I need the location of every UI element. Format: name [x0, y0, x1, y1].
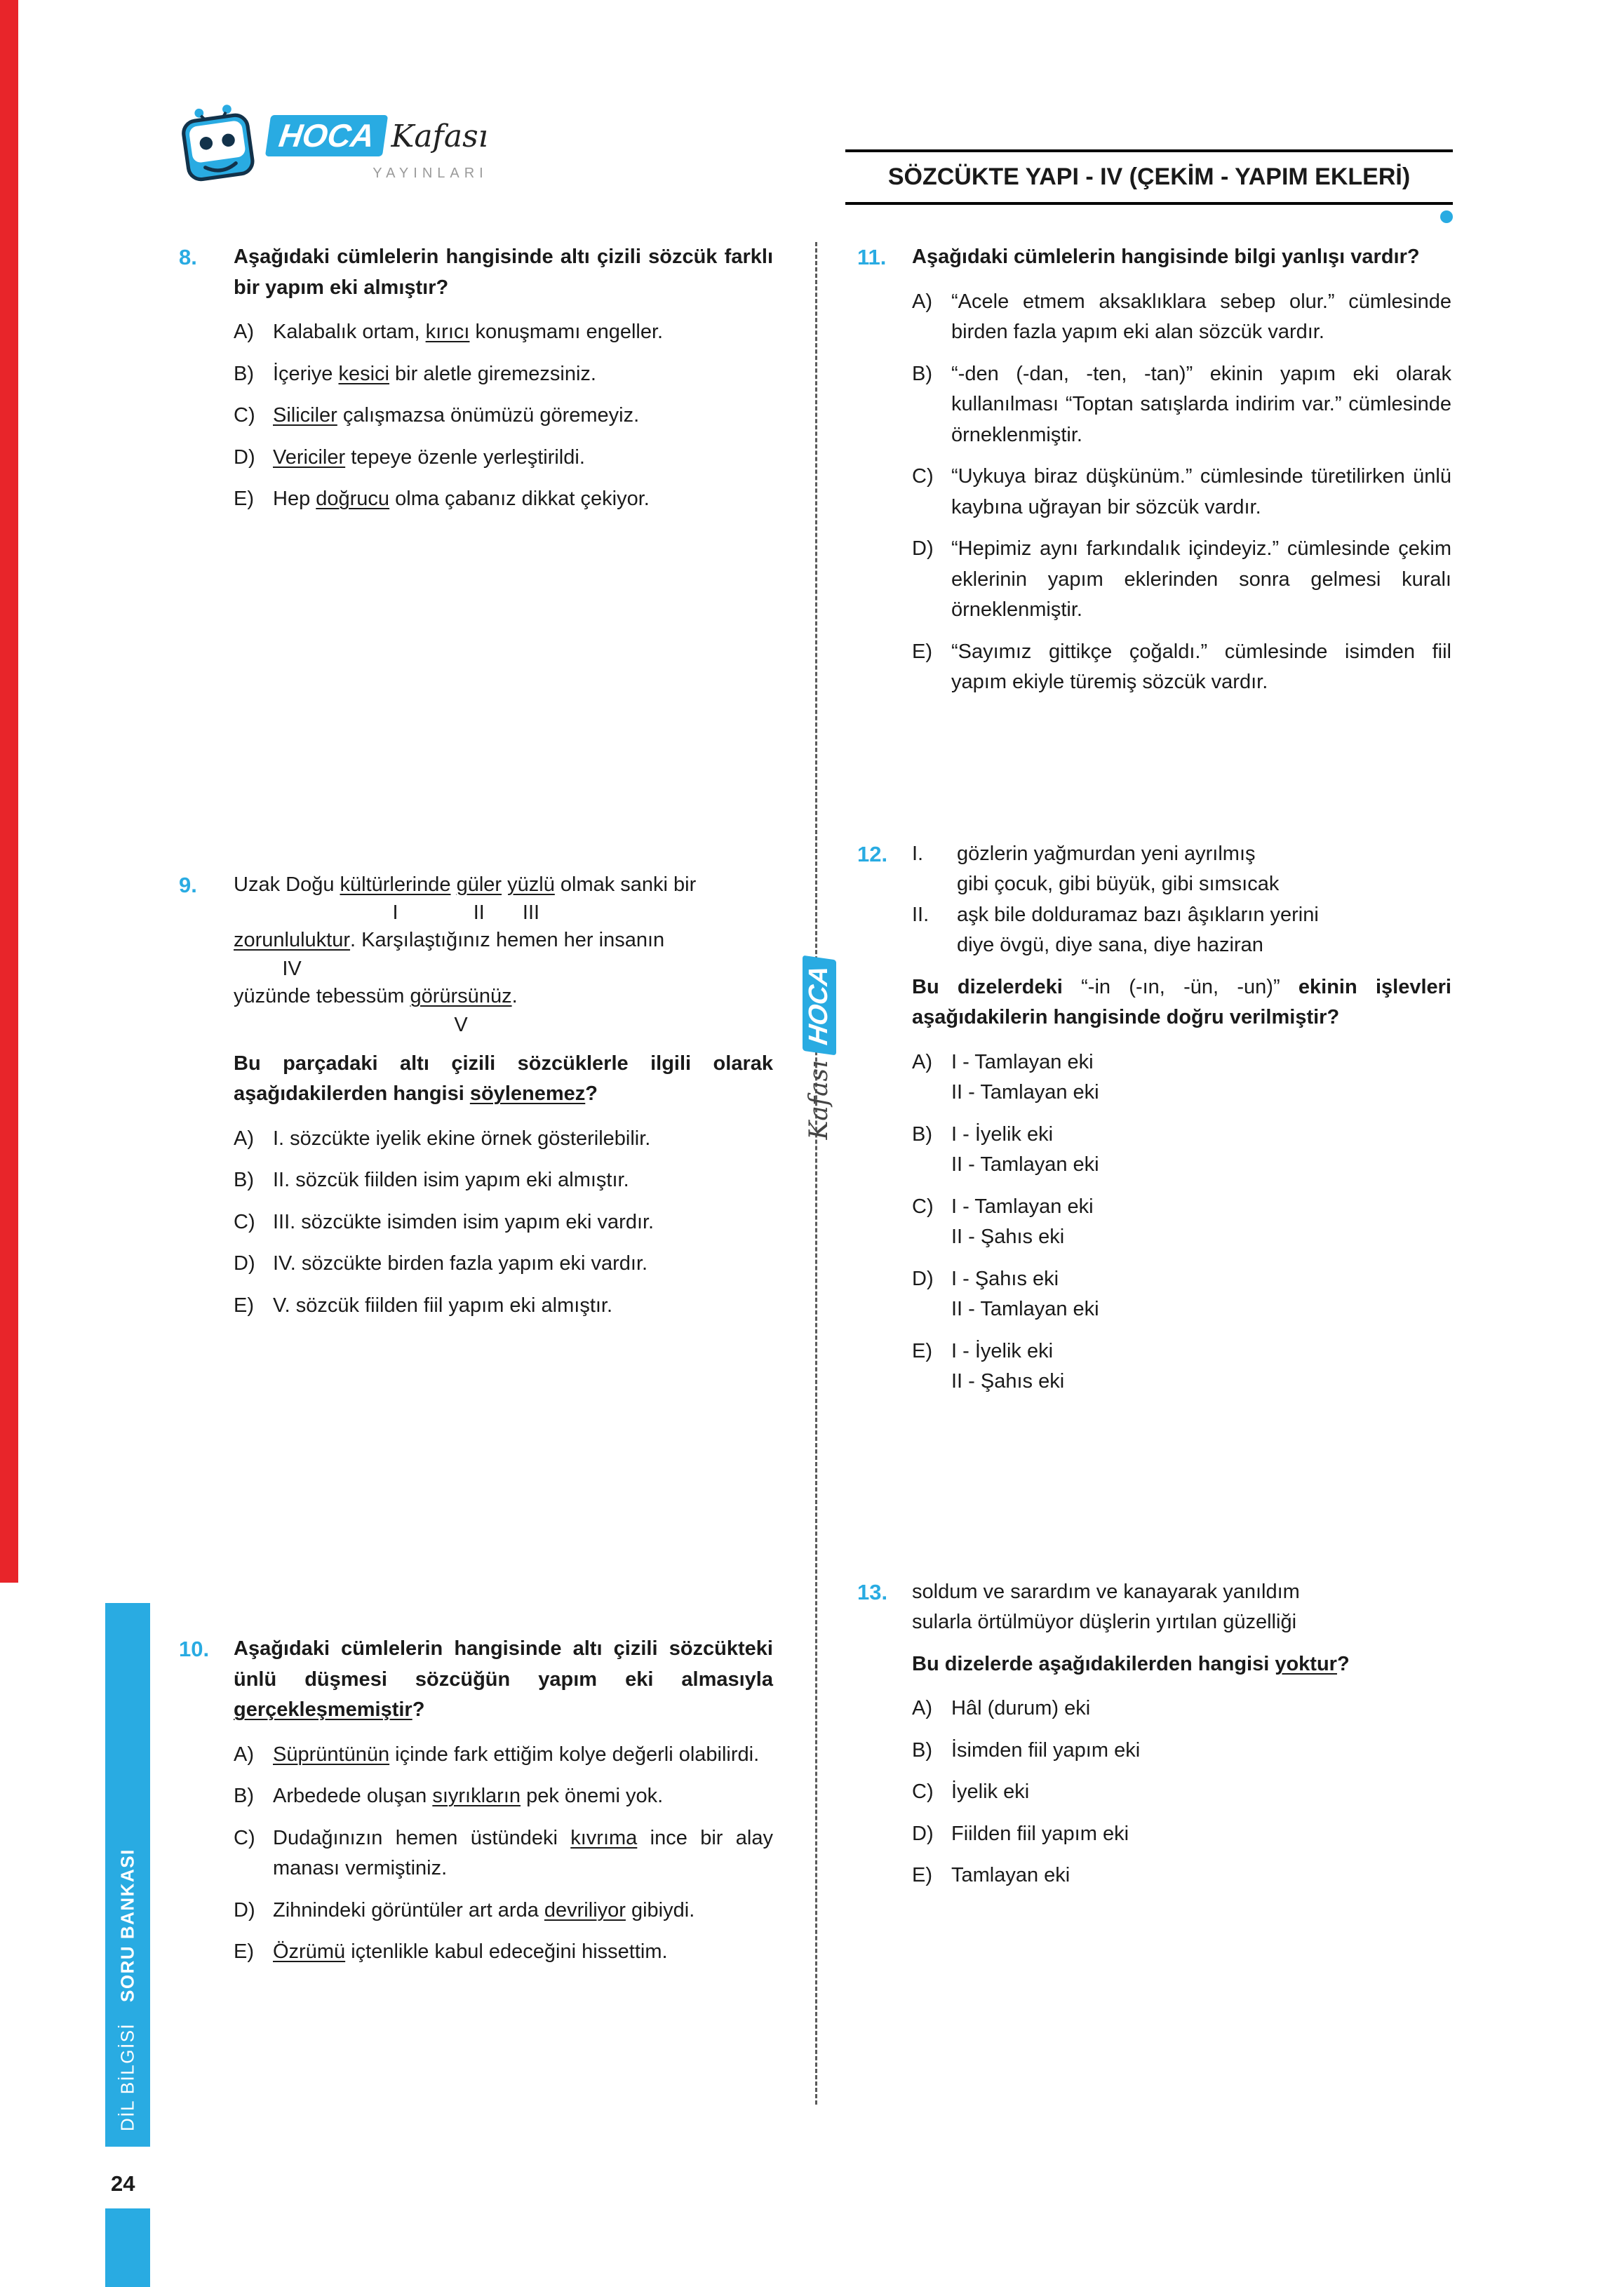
underlined-word: görürsünüz: [410, 985, 512, 1007]
option-text: [273, 359, 773, 390]
question-body: [234, 1634, 773, 1979]
option-label: E): [912, 1864, 932, 1886]
verse-line: sularla örtülmüyor düşlerin yırtılan güzelliği: [912, 1611, 1297, 1633]
question-body: [912, 242, 1451, 709]
option-text: [273, 1937, 773, 1968]
option-line: “Uykuya biraz düşkünüm.” cümlesinde türetilirken ünlü kaybına uğrayan bir sözcük vardır.: [951, 465, 1451, 518]
logo-kafasi-wordmark: Kafası: [391, 118, 488, 154]
option-line: Zihnindeki görüntüler art arda devriliyor gibiydi.: [273, 1898, 695, 1922]
roman-numeral: II: [473, 901, 485, 924]
question-body: [912, 1577, 1451, 1903]
underlined-word: zorunluluktur: [234, 929, 351, 952]
question-verse: [912, 1577, 1451, 1638]
option-text: [951, 1860, 1451, 1891]
option-B: [912, 359, 1451, 451]
option-B: [912, 1120, 1451, 1181]
option-label: A): [234, 1743, 254, 1766]
option-label: A): [912, 1050, 932, 1073]
robot-mascot-icon: [175, 98, 260, 199]
option-C: [234, 401, 773, 431]
corner-accent-block: [105, 2208, 150, 2287]
numbered-word: [340, 870, 451, 926]
option-line: III. sözcükte isimden isim yapım eki vardır.: [273, 1210, 655, 1233]
question-columns: [179, 242, 1452, 2000]
underlined-word: doğrucu: [316, 488, 390, 510]
option-label: E): [912, 1339, 932, 1362]
option-label: B): [912, 362, 932, 385]
question-number: 8.: [179, 245, 197, 269]
numbered-word: [457, 870, 502, 926]
option-label: D): [912, 537, 934, 560]
sidebar-series-subtitle: DİL BİLGİSİ: [116, 2023, 138, 2131]
question-13: [857, 1577, 1451, 1903]
option-E: [912, 1860, 1451, 1891]
option-A: [234, 1124, 773, 1155]
numbered-word: [507, 870, 555, 926]
option-line: Kalabalık ortam, kırıcı konuşmamı engeller.: [273, 321, 664, 343]
logo-yayinlari-label: YAYINLARI: [373, 165, 488, 181]
question-body: [234, 870, 773, 1333]
option-line: Hep doğrucu olma çabanız dikkat çekiyor.: [273, 488, 650, 510]
question-12: [857, 839, 1451, 1409]
options-list: [234, 1740, 773, 1968]
option-text: [273, 443, 773, 474]
option-B: [234, 1781, 773, 1812]
underlined-word: gerçekleşmemiştir: [234, 1698, 412, 1722]
option-C: [912, 1777, 1451, 1808]
numbered-word: [410, 981, 511, 1038]
option-line: “-den (-dan, -ten, -tan)” ekinin yapım eki olarak kullanılması “Toptan satışlarda indirim var.” cümlesinde örneklenmiştir.: [951, 362, 1451, 446]
option-line: I - Şahıs eki: [951, 1267, 1059, 1290]
option-B: [234, 1165, 773, 1196]
option-text: [951, 1736, 1451, 1766]
option-label: E): [912, 640, 932, 663]
underlined-word: güler: [456, 873, 502, 896]
left-red-strip: [0, 0, 18, 1583]
option-E: [234, 1291, 773, 1322]
question-stem: Bu parçadaki altı çizili sözcüklerle ilgili olarak aşağıdakilerden hangisi söylenemez?: [234, 1052, 773, 1106]
option-label: A): [234, 1127, 254, 1150]
option-A: [234, 317, 773, 348]
underlined-word: kırıcı: [425, 321, 470, 343]
sidebar-series-band: [105, 1603, 150, 2147]
question-10: [179, 1634, 773, 1979]
option-D: [912, 1819, 1451, 1850]
underlined-word: Siliciler: [273, 404, 337, 427]
option-label: A): [912, 290, 932, 313]
option-E: [234, 484, 773, 515]
question-body: [912, 839, 1451, 1409]
option-label: D): [912, 1822, 934, 1845]
option-label: D): [234, 445, 255, 469]
option-line: Vericiler tepeye özenle yerleştirildi.: [273, 445, 585, 469]
option-text: [951, 637, 1451, 698]
option-text: [951, 1694, 1451, 1724]
roman-numeral: IV: [282, 957, 302, 980]
question-passage: [234, 870, 773, 1038]
question-number: 12.: [857, 841, 888, 866]
question-stem: Aşağıdaki cümlelerin hangisinde bilgi yanlışı vardır?: [912, 246, 1420, 268]
option-label: C): [912, 1780, 934, 1803]
option-text: [273, 1781, 773, 1812]
option-A: [234, 1740, 773, 1771]
option-line: I - Tamlayan eki: [951, 1195, 1094, 1218]
question-stem: Aşağıdaki cümlelerin hangisinde altı çizili sözcük farklı bir yapım eki almıştır?: [234, 246, 773, 299]
option-line: I - İyelik eki: [951, 1122, 1054, 1146]
passage-line: Uzak Doğu kültürlerinde I güler II yüzlü III olmak sanki bir: [234, 870, 773, 926]
option-B: [234, 359, 773, 390]
option-text: [951, 359, 1451, 451]
option-text: [951, 1819, 1451, 1850]
underlined-word: Süprüntünün: [273, 1743, 390, 1766]
logo-hoca-wordmark: HOCA: [265, 115, 389, 156]
underlined-word: kesici: [338, 362, 389, 385]
underlined-word: Vericiler: [273, 445, 346, 469]
option-label: D): [234, 1252, 255, 1275]
publisher-logo: [175, 98, 488, 199]
underlined-word: yoktur: [1275, 1652, 1337, 1675]
option-line: İçeriye kesici bir aletle giremezsiniz.: [273, 362, 596, 385]
question-stem: Aşağıdaki cümlelerin hangisinde altı çizili sözcükteki ünlü düşmesi sözcüğün yapım eki almasıyla gerçekleşmemiştir?: [234, 1637, 773, 1722]
title-accent-dot: [1440, 210, 1453, 223]
option-A: [912, 287, 1451, 348]
option-text: [273, 1823, 773, 1884]
option-line: Siliciler çalışmazsa önümüzü göremeyiz.: [273, 404, 640, 427]
publisher-logo-text: [268, 114, 488, 184]
chapter-title: SÖZCÜKTE YAPI - IV (ÇEKİM - YAPIM EKLERİ): [887, 163, 1411, 190]
option-D: [912, 1264, 1451, 1325]
option-label: B): [234, 1169, 254, 1192]
question-stem: Bu dizelerdeki “-in (-ın, -ün, -un)” ekinin işlevleri aşağıdakilerin hangisinde doğru verilmiştir?: [912, 975, 1451, 1028]
option-line: “Acele etmem aksaklıklara sebep olur.” cümlesinde birden fazla yapım eki alan sözcük vardır.: [951, 290, 1451, 343]
verse-line: diye övgü, diye sana, diye haziran: [957, 934, 1263, 956]
option-line: “Hepimiz aynı farkındalık içindeyiz.” cümlesinde çekim eklerinin yapım eklerinden sonra gelmesi kuralı örneklenmiştir.: [951, 537, 1451, 621]
option-line: Fiilden fiil yapım eki: [951, 1822, 1129, 1845]
column-right: [857, 242, 1451, 2000]
verse-lines: [957, 900, 1451, 961]
option-text: [273, 1165, 773, 1196]
option-label: E): [234, 488, 254, 510]
option-C: [234, 1207, 773, 1238]
option-line: I. sözcükte iyelik ekine örnek gösterilebilir.: [273, 1127, 651, 1150]
question-number: 13.: [857, 1579, 888, 1604]
option-text: [273, 1740, 773, 1771]
underlined-word: Özrümü: [273, 1940, 346, 1964]
option-line: I - İyelik eki: [951, 1339, 1054, 1362]
underlined-word: devriliyor: [544, 1898, 626, 1922]
option-label: D): [912, 1267, 934, 1290]
page-number: 24: [111, 2171, 135, 2196]
question-verse: [912, 839, 1451, 961]
question-number: 11.: [857, 245, 887, 269]
verse-line: soldum ve sarardım ve kanayarak yanıldım: [912, 1580, 1300, 1603]
option-label: A): [912, 1697, 932, 1719]
option-A: [912, 1694, 1451, 1724]
option-line: Hâl (durum) eki: [951, 1697, 1091, 1719]
option-text: [951, 1264, 1451, 1325]
verse-line: gözlerin yağmurdan yeni ayrılmış: [957, 842, 1256, 865]
option-D: [234, 1896, 773, 1926]
question-number: 10.: [179, 1637, 210, 1662]
underlined-word: yüzlü: [507, 873, 555, 896]
option-line: II. sözcük fiilden isim yapım eki almıştır.: [273, 1169, 629, 1192]
option-text: [273, 1124, 773, 1155]
option-line: Süprüntünün içinde fark ettiğim kolye değerli olabilirdi.: [273, 1743, 760, 1766]
question-8: [179, 242, 773, 526]
option-line: II - Tamlayan eki: [951, 1298, 1099, 1320]
watermark-hoca: HOCA: [803, 955, 836, 1056]
option-text: [951, 287, 1451, 348]
option-C: [912, 462, 1451, 523]
options-list: [234, 1124, 773, 1322]
options-list: [912, 1047, 1451, 1397]
option-line: II - Şahıs eki: [951, 1370, 1065, 1393]
option-text: [951, 1336, 1451, 1397]
option-line: Dudağınızın hemen üstündeki kıvrıma ince bir alay manası vermiştiniz.: [273, 1826, 773, 1880]
option-E: [912, 637, 1451, 698]
option-label: C): [234, 1210, 255, 1233]
roman-numeral: I: [392, 901, 398, 924]
numbered-word: [234, 925, 350, 981]
underlined-word: kültürlerinde: [340, 873, 451, 896]
options-list: [912, 1694, 1451, 1891]
option-C: [912, 1192, 1451, 1253]
verse-label: I.: [912, 842, 924, 865]
option-E: [234, 1937, 773, 1968]
verse-item: [912, 900, 1451, 961]
underlined-word: kıvrıma: [570, 1826, 638, 1849]
underlined-word: söylenemez: [469, 1082, 586, 1106]
question-stem: Bu dizelerde aşağıdakilerden hangisi yoktur?: [912, 1652, 1350, 1675]
option-label: C): [234, 1826, 255, 1849]
option-line: II - Tamlayan eki: [951, 1153, 1099, 1176]
option-text: [273, 1896, 773, 1926]
option-line: II - Şahıs eki: [951, 1226, 1065, 1248]
sidebar-series-title: SORU BANKASI: [116, 1848, 138, 2002]
option-label: B): [234, 1785, 254, 1808]
option-label: B): [912, 1738, 932, 1762]
option-text: [273, 1249, 773, 1280]
passage-line: yüzünde tebessüm görürsünüz V .: [234, 981, 773, 1038]
option-line: IV. sözcükte birden fazla yapım eki vardır.: [273, 1252, 648, 1275]
question-11: [857, 242, 1451, 709]
option-line: Arbedede oluşan sıyrıkların pek önemi yok.: [273, 1785, 664, 1808]
option-text: [951, 1120, 1451, 1181]
option-text: [273, 1207, 773, 1238]
options-list: [912, 287, 1451, 698]
option-D: [912, 534, 1451, 626]
option-D: [234, 443, 773, 474]
option-label: A): [234, 321, 254, 343]
passage-line: zorunluluktur IV . Karşılaştığınız hemen her insanın: [234, 925, 773, 981]
underlined-word: sıyrıkların: [432, 1785, 521, 1808]
option-line: İsimden fiil yapım eki: [951, 1738, 1141, 1762]
option-text: [951, 1047, 1451, 1108]
option-E: [912, 1336, 1451, 1397]
question-9: [179, 870, 773, 1333]
options-list: [234, 317, 773, 515]
watermark-kafasi: Kafası: [805, 1060, 833, 1140]
option-line: “Sayımız gittikçe çoğaldı.” cümlesinde isimden fiil yapım ekiyle türemiş sözcük vardır.: [951, 640, 1451, 693]
option-line: Özrümü içtenlikle kabul edeceğini hissettim.: [273, 1940, 668, 1964]
option-label: E): [234, 1294, 254, 1317]
chapter-title-block: [845, 149, 1453, 205]
option-label: E): [234, 1940, 254, 1964]
option-text: [273, 484, 773, 515]
option-line: I - Tamlayan eki: [951, 1050, 1094, 1073]
option-label: B): [234, 362, 254, 385]
option-label: B): [912, 1122, 932, 1146]
option-text: [273, 317, 773, 348]
option-line: II - Tamlayan eki: [951, 1081, 1099, 1104]
column-left: [179, 242, 773, 2000]
option-label: D): [234, 1898, 255, 1922]
option-A: [912, 1047, 1451, 1108]
option-label: C): [912, 1195, 934, 1218]
question-body: [234, 242, 773, 526]
roman-numeral: III: [522, 901, 540, 924]
option-line: Tamlayan eki: [951, 1864, 1071, 1886]
verse-item: [912, 839, 1451, 900]
verse-lines: [957, 839, 1451, 900]
option-label: C): [912, 465, 934, 488]
option-text: [273, 1291, 773, 1322]
option-text: [273, 401, 773, 431]
option-text: [951, 462, 1451, 523]
roman-numeral: V: [454, 1013, 468, 1036]
verse-line: aşk bile dolduramaz bazı âşıkların yerini: [957, 903, 1319, 926]
option-text: [951, 1777, 1451, 1808]
option-C: [234, 1823, 773, 1884]
option-B: [912, 1736, 1451, 1766]
option-line: V. sözcük fiilden fiil yapım eki almıştır.: [273, 1294, 613, 1317]
option-text: [951, 534, 1451, 626]
option-D: [234, 1249, 773, 1280]
verse-line: gibi çocuk, gibi büyük, gibi sımsıcak: [957, 873, 1280, 895]
option-label: C): [234, 404, 255, 427]
question-number: 9.: [179, 872, 197, 897]
option-text: [951, 1192, 1451, 1253]
verse-label: II.: [912, 903, 930, 926]
option-line: İyelik eki: [951, 1780, 1030, 1803]
